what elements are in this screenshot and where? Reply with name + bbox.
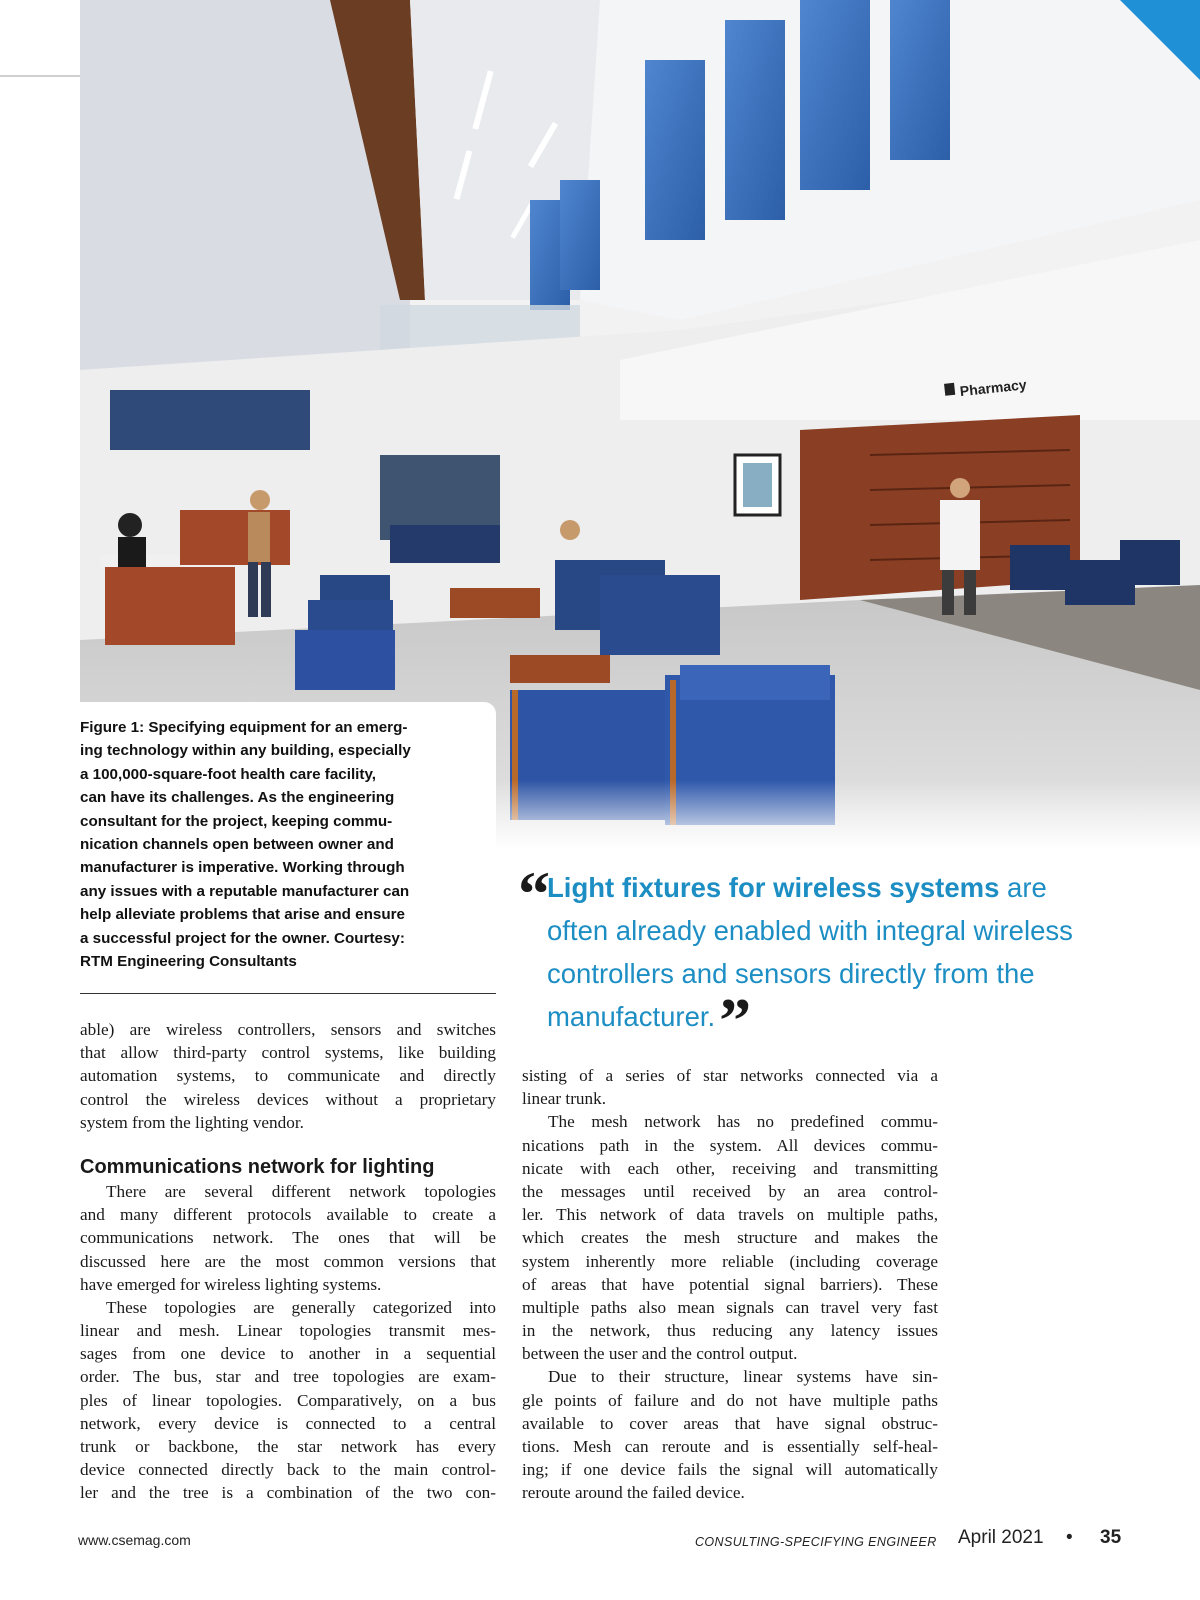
caption-line: a 100,000-square-foot health care facility, <box>80 765 376 783</box>
page-number: 35 <box>1100 1527 1122 1548</box>
caption-line: RTM Engineering Consultants <box>80 953 297 971</box>
caption-line: a successful project for the owner. Courtesy: <box>80 929 405 947</box>
text-line: network, every device is connected to a central <box>80 1413 496 1433</box>
close-quote-mark: ” <box>719 985 752 1056</box>
caption-line: ing technology within any building, especially <box>80 742 411 760</box>
text-line: that allow third-party control systems, like building <box>80 1043 496 1063</box>
left-para-3 <box>80 1296 496 1505</box>
pull-quote-line-1 <box>547 872 1047 904</box>
caption-line: manufacturer is imperative. Working through <box>80 859 405 877</box>
text-line: trunk or backbone, the star network has every <box>80 1437 496 1456</box>
text-line: ler and the tree is a combination of the two con- <box>80 1483 496 1503</box>
caption-line: any issues with a reputable manufacturer can <box>80 882 410 900</box>
left-para-2 <box>80 1180 496 1296</box>
text-line: between the user and the control output. <box>522 1344 798 1364</box>
text-line: system inherently more reliable (including coverage <box>522 1251 938 1271</box>
open-quote-mark: “ <box>518 858 550 929</box>
text-line: order. The bus, star and tree topologies are exam- <box>80 1367 496 1387</box>
caption-line: nication channels open between owner and <box>80 836 394 854</box>
text-line: in the network, thus reducing any latency issues <box>522 1321 938 1341</box>
text-line: available to cover areas that have signal obstruc- <box>522 1413 938 1433</box>
text-line: and many different protocols available to create a <box>80 1205 496 1225</box>
caption-line: can have its challenges. As the engineering <box>80 789 395 807</box>
figure-caption <box>80 716 480 973</box>
pharmacy-sign: Pharmacy <box>959 376 1028 400</box>
caption-line: consultant for the project, keeping commu- <box>80 812 393 830</box>
right-para-3 <box>522 1365 938 1504</box>
text-line: which creates the mesh structure and makes the <box>522 1228 938 1248</box>
text-line: nications path in the system. All devices commu- <box>522 1135 938 1155</box>
right-para-1 <box>522 1064 938 1110</box>
caption-divider <box>80 993 496 994</box>
caption-line: help alleviate problems that arise and ensure <box>80 906 405 924</box>
footer-magazine-name: CONSULTING-SPECIFYING ENGINEER <box>695 1535 937 1549</box>
text-line: nicate with each other, receiving and transmitting <box>522 1158 938 1178</box>
text-line: ples of linear topologies. Comparatively, on a bus <box>80 1390 496 1410</box>
text-line: the messages until received by an area control- <box>522 1181 938 1201</box>
right-column <box>522 1064 938 1505</box>
text-line: ing; if one device fails the signal will automatically <box>522 1460 938 1480</box>
pull-quote-line-2: often already enabled with integral wireless <box>547 915 1073 946</box>
pull-quote-line-4 <box>547 985 752 1056</box>
text-line: of areas that have potential signal barriers). These <box>522 1274 938 1294</box>
text-line: able) are wireless controllers, sensors and switches <box>80 1020 496 1039</box>
pull-quote-line-1-rest: are <box>999 872 1047 903</box>
text-line: discussed here are the most common versions that <box>80 1251 496 1271</box>
footer-date: April 2021 <box>958 1527 1044 1548</box>
text-line: reroute around the failed device. <box>522 1483 745 1503</box>
text-line: ler. This network of data travels on multiple paths, <box>522 1205 938 1225</box>
caption-line: Figure 1: Specifying equipment for an emerg- <box>80 719 408 736</box>
pull-quote-line-4-text: manufacturer. <box>547 1001 716 1032</box>
text-line: have emerged for wireless lighting systems. <box>80 1274 382 1294</box>
footer-url[interactable]: www.csemag.com <box>78 1532 191 1548</box>
text-line: communications network. The ones that will be <box>80 1228 496 1248</box>
footer-bullet: • <box>1066 1527 1073 1548</box>
text-line: linear and mesh. Linear topologies transmit mes- <box>80 1321 496 1341</box>
text-line: automation systems, to communicate and directly <box>80 1066 496 1086</box>
pull-quote-line-3: controllers and sensors directly from the <box>547 958 1035 989</box>
right-para-2 <box>522 1110 938 1365</box>
text-line: gle points of failure and do not have multiple paths <box>522 1390 938 1410</box>
text-line: system from the lighting vendor. <box>80 1112 304 1132</box>
text-line: multiple paths also mean signals can travel very fast <box>522 1297 938 1317</box>
section-heading: Communications network for lighting <box>80 1155 435 1178</box>
text-line: These topologies are generally categorized into <box>106 1297 496 1317</box>
text-line: sages from one device to another in a sequential <box>80 1344 496 1364</box>
top-left-rule <box>0 75 80 77</box>
left-column <box>80 1018 496 1505</box>
text-line: device connected directly back to the main control- <box>80 1460 496 1480</box>
text-line: The mesh network has no predefined commu- <box>548 1112 938 1132</box>
text-line: sisting of a series of star networks connected via a <box>522 1066 938 1085</box>
text-line: linear trunk. <box>522 1089 606 1109</box>
text-line: There are several different network topologies <box>106 1181 496 1201</box>
text-line: Due to their structure, linear systems have sin- <box>548 1367 938 1387</box>
text-line: control the wireless devices without a proprietary <box>80 1089 496 1109</box>
text-line: tions. Mesh can reroute and is essentially self-heal- <box>522 1437 938 1456</box>
left-para-1 <box>80 1018 496 1134</box>
pull-quote-emphasis: Light fixtures for wireless systems <box>547 872 1000 903</box>
